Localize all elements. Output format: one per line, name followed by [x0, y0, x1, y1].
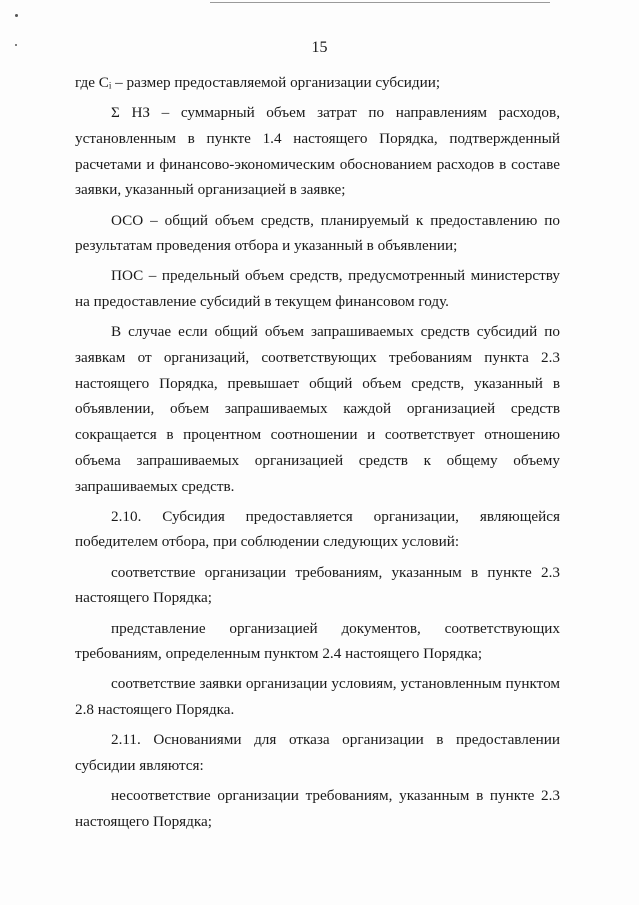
paragraph-2-10: 2.10. Субсидия предоставляется организации, являющейся победителем отбора, при соблюдении следующих условий:: [75, 507, 560, 551]
paragraph-formula-ci: где Cᵢ – размер предоставляемой организации субсидии;: [75, 74, 441, 91]
paragraph-formula-oso: ОСО – общий объем средств, планируемый к предоставлению по результатам проведения отбора и указанный в объявлении;: [75, 211, 560, 255]
list-item-refusal-1: несоответствие организации требованиям, указанным в пункте 2.3 настоящего Порядка;: [75, 787, 560, 830]
scan-speck: [15, 14, 18, 17]
paragraph-reduction-rule: В случае если общий объем запрашиваемых средств субсидий по заявкам от организаций, соответствующих требованиям пункта 2.3 настоящего Порядка, превышает общий объем средств, указанный в объявлении, объем запрашиваемых каждой организацией средств сокращается в процентном соотношении и соответствует отношению объема запрашиваемых организацией средств к общему объему запрашиваемых средств.: [75, 323, 560, 495]
paragraph-2-11: 2.11. Основаниями для отказа организации в предоставлении субсидии являются:: [75, 731, 560, 775]
paragraph-formula-nz: Σ НЗ – суммарный объем затрат по направлениям расходов, установленным в пункте 1.4 настоящего Порядка, подтвержденный расчетами и финансово-экономическим обоснованием расходов в составе заявки, указанный организацией в заявке;: [75, 104, 560, 199]
list-item-condition-2: представление организацией документов, соответствующих требованиям, определенным пунктом 2.4 настоящего Порядка;: [75, 619, 560, 663]
document-body: [75, 70, 560, 839]
paragraph-formula-pos: ПОС – предельный объем средств, предусмотренный министерству на предоставление субсидий в текущем финансовом году.: [75, 267, 560, 311]
scan-edge-line: [210, 2, 550, 3]
page-number: 15: [311, 39, 328, 56]
list-item-condition-3: соответствие заявки организации условиям, установленным пунктом 2.8 настоящего Порядка.: [75, 675, 560, 719]
list-item-condition-1: соответствие организации требованиям, указанным в пункте 2.3 настоящего Порядка;: [75, 563, 560, 607]
